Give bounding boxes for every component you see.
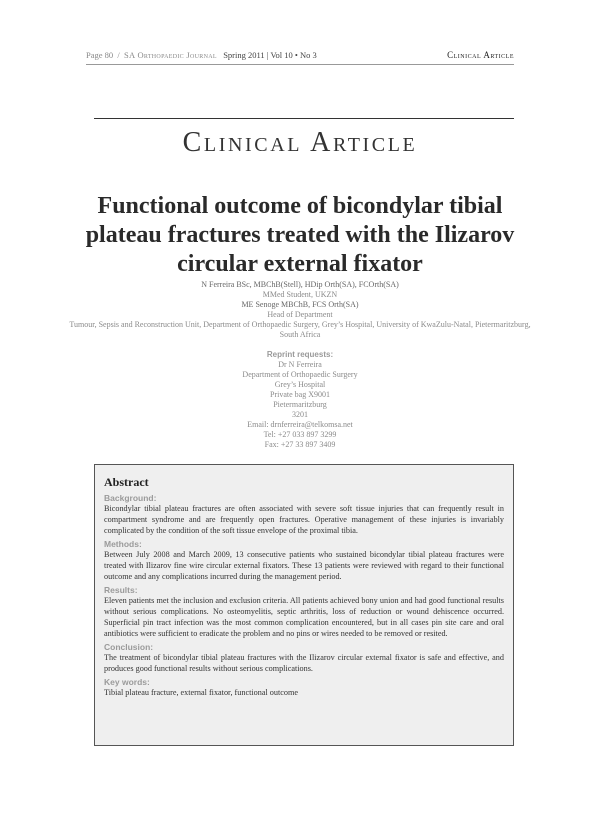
journal-name: SA Orthopaedic Journal — [124, 50, 217, 60]
abstract-text-background: Bicondylar tibial plateau fractures are often associated with severe soft tissue injuries that can frequently result in compartment syndrome and are frequently open fractures. Operative management of these injuries is invariably complicated by the condition of the soft tissue envelope of the proximal tibia. — [104, 504, 504, 535]
reprint-line: Pietermaritzburg — [273, 400, 327, 409]
abstract-heading-keywords: Key words: — [104, 677, 150, 687]
abstract-title: Abstract — [104, 475, 149, 489]
section-title: Clinical Article — [182, 127, 418, 158]
running-head — [86, 50, 514, 64]
author-affiliation: Tumour, Sepsis and Reconstruction Unit, Department of Orthopaedic Surgery, Grey’s Hospital, University of KwaZulu-Natal, Pietermaritzburg, South Africa — [69, 320, 531, 339]
reprint-tel: Tel: +27 033 897 3299 — [263, 430, 337, 439]
abstract-heading-results: Results: — [104, 585, 138, 595]
author-line: N Ferreira BSc, MBChB(Stell), HDip Orth(SA), FCOrth(SA) — [201, 280, 399, 289]
reprint-line: Grey’s Hospital — [274, 380, 326, 389]
reprint-fax: Fax: +27 33 897 3409 — [264, 440, 336, 449]
reprint-line: Department of Orthopaedic Surgery — [242, 370, 358, 379]
abstract-box — [94, 464, 514, 746]
reprint-line: 3201 — [292, 410, 308, 419]
abstract-text-keywords: Tibial plateau fracture, external fixator, functional outcome — [104, 688, 298, 697]
abstract-text-methods: Between July 2008 and March 2009, 13 consecutive patients who sustained bicondylar tibial plateau fractures were treated with Ilizarov fine wire circular external fixators. These 13 patients were reviewed with regard to their functional outcome and any complications incurred during the management period. — [104, 550, 504, 581]
reprint-email: Email: drnferreira@telkomsa.net — [247, 420, 353, 429]
page-number: Page 80 — [86, 50, 114, 60]
author-line: ME Senoge MBChB, FCS Orth(SA) — [241, 300, 359, 309]
reprint-heading: Reprint requests: — [266, 350, 334, 359]
author-block — [60, 280, 540, 450]
issue-info: Spring 2011 | Vol 10 • No 3 — [223, 50, 317, 60]
abstract-text-results: Eleven patients met the inclusion and exclusion criteria. All patients achieved bony union and had good functional results without serious complications. No osteomyelitis, septic arthritis, loss of reduction or wound dehiscence occurred. Superficial pin tract infection was the most common complication encountered, but in all cases pin site care and oral antibiotics were sufficient to eradicate the problem and no pins or wires needed to be removed or resited. — [104, 596, 504, 638]
running-head-section: Clinical Article — [447, 50, 514, 60]
abstract-text-conclusion: The treatment of bicondylar tibial plateau fractures with the Ilizarov circular external fixator is safe and effective, and produces good functional results without serious complications. — [104, 653, 504, 673]
article-title: Functional outcome of bicondylar tibial plateau fractures treated with the Ilizarov circular external fixator — [85, 193, 515, 277]
header-rule — [86, 64, 514, 65]
section-rule — [94, 118, 514, 119]
author-line: Head of Department — [267, 310, 333, 319]
running-head-left: Page 80 / SA Orthopaedic Journal Spring 2011 | Vol 10 • No 3 — [86, 50, 317, 60]
abstract-heading-background: Background: — [104, 493, 157, 503]
abstract-heading-methods: Methods: — [104, 539, 142, 549]
abstract-heading-conclusion: Conclusion: — [104, 642, 154, 652]
author-line: MMed Student, UKZN — [262, 290, 338, 299]
reprint-line: Dr N Ferreira — [278, 360, 322, 369]
reprint-line: Private bag X9001 — [270, 390, 330, 399]
